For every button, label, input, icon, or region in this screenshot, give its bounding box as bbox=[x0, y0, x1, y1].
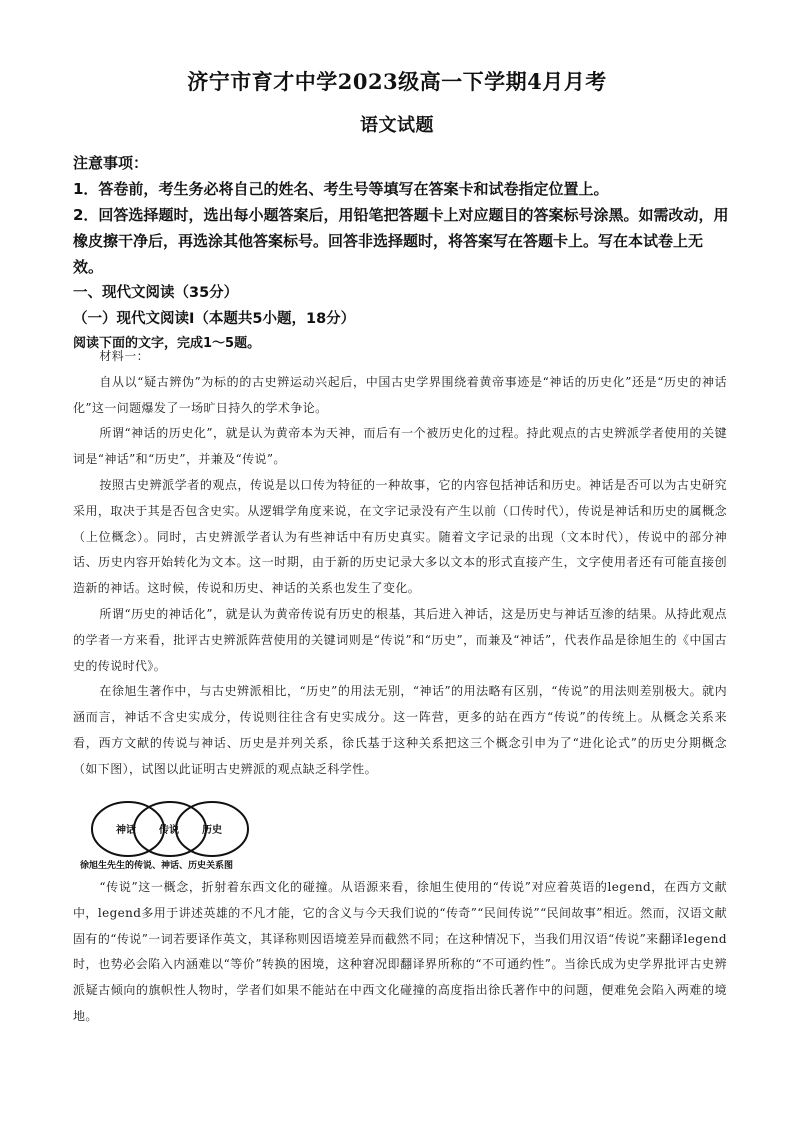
subsection-heading: （一）现代文阅读Ⅰ（本题共5小题，18分） bbox=[73, 311, 356, 327]
paragraph: “传说”这一概念，折射着东西文化的碰撞。从语源来看，徐旭生使用的“传说”对应着英语的legend，在西方文献中，legend多用于讲述英雄的不凡才能，它的含义与今天我们说的“传奇”“民间传说”“民间故事”相近。然而，汉语文献固有的“传说”一词若要译作英文，其译称则因语境差异而截然不同；在这种情况下，当我们用汉语“传说”来翻译legend时，也势必会陷入内涵难以“等价”转换的困境，这种窘况即翻译界所称的“不可通约性”。当徐氏成为史学界批评古史辨派疑古倾向的旗帜性人物时，学者们如果不能站在中西文化碰撞的高度指出徐氏著作中的问题，便难免会陷入两难的境地。 bbox=[73, 880, 727, 1023]
paragraph: 所谓“神话的历史化”，就是认为黄帝本为天神，而后有一个被历史化的过程。持此观点的古史辨派学者使用的关键词是“神话”和“历史”，并兼及“传说”。 bbox=[73, 426, 727, 467]
paragraph: 所谓“历史的神话化”，就是认为黄帝传说有历史的根基，其后进入神话，这是历史与神话互渗的结果。从持此观点的学者一方来看，批评古史辨派阵营使用的关键词则是“传说”和“历史”，而兼及“神话”，代表作品是徐旭生的《中国古史的传说时代》。 bbox=[73, 606, 727, 673]
section-heading: 一、现代文阅读（35分） bbox=[73, 285, 239, 301]
notice-item: 2．回答选择题时，选出每小题答案后，用铅笔把答题卡上对应题目的答案标号涂黑。如需改动，用橡皮擦干净后，再选涂其他答案标号。回答非选择题时，将答案写在答题卡上。写在本试卷上无效。 bbox=[73, 206, 729, 276]
material-one-continued bbox=[73, 875, 727, 1030]
paragraph: 按照古史辨派学者的观点，传说是以口传为特征的一种故事，它的内容包括神话和历史。神话是否可以为古史研究采用，取决于其是否包含史实。从逻辑学角度来说，在文字记录没有产生以前（口传时代），传说是神话和历史的属概念（上位概念）。同时，古史辨派学者认为有些神话中有历史真实。随着文字记录的出现（文本时代），传说中的部分神话、历史内容开始转化为文本。这一时期，由于新的历史记录大多以文本的形式直接产生，文字使用者还有可能直接创造新的神话。这时候，传说和历史、神话的关系也发生了变化。 bbox=[73, 477, 727, 596]
paragraph: 在徐旭生著作中，与古史辨派相比，“历史”的用法无别，“神话”的用法略有区别，“传说”的用法则差别极大。就内涵而言，神话不含史实成分，传说则往往含有史实成分。这一阵营，更多的站在西方“传说”的传统上。从概念关系来看，西方文献的传说与神话、历史是并列关系，徐氏基于这种关系把这三个概念引申为了“进化论式”的历史分期概念（如下图），试图以此证明古史辨派的观点缺乏科学性。 bbox=[73, 684, 727, 776]
notice-item: 1．答卷前，考生务必将自己的姓名、考生号等填写在答案卡和试卷指定位置上。 bbox=[73, 180, 609, 198]
diagram-node-label: 传说 bbox=[159, 825, 179, 836]
figure-caption: 徐旭生先生的传说、神话、历史关系图 bbox=[80, 861, 234, 871]
notice-block bbox=[73, 150, 729, 356]
diagram-node-label: 神话 bbox=[116, 825, 136, 836]
material-label: 材料一： bbox=[99, 349, 149, 363]
exam-title: 济宁市育才中学2023级高一下学期4月月考 bbox=[187, 69, 607, 94]
exam-subject: 语文试题 bbox=[360, 115, 434, 136]
material-one-body bbox=[73, 344, 727, 783]
reading-instruction: 阅读下面的文字，完成1～5题。 bbox=[73, 336, 261, 351]
diagram-node-label: 历史 bbox=[202, 825, 222, 836]
notice-heading: 注意事项： bbox=[73, 154, 149, 172]
paragraph: 自从以“疑古辨伪”为标的的古史辨运动兴起后，中国古史学界围绕着黄帝事迹是“神话的历史化”还是“历史的神话化”这一问题爆发了一场旷日持久的学术争论。 bbox=[73, 374, 727, 415]
relation-diagram bbox=[80, 796, 260, 866]
